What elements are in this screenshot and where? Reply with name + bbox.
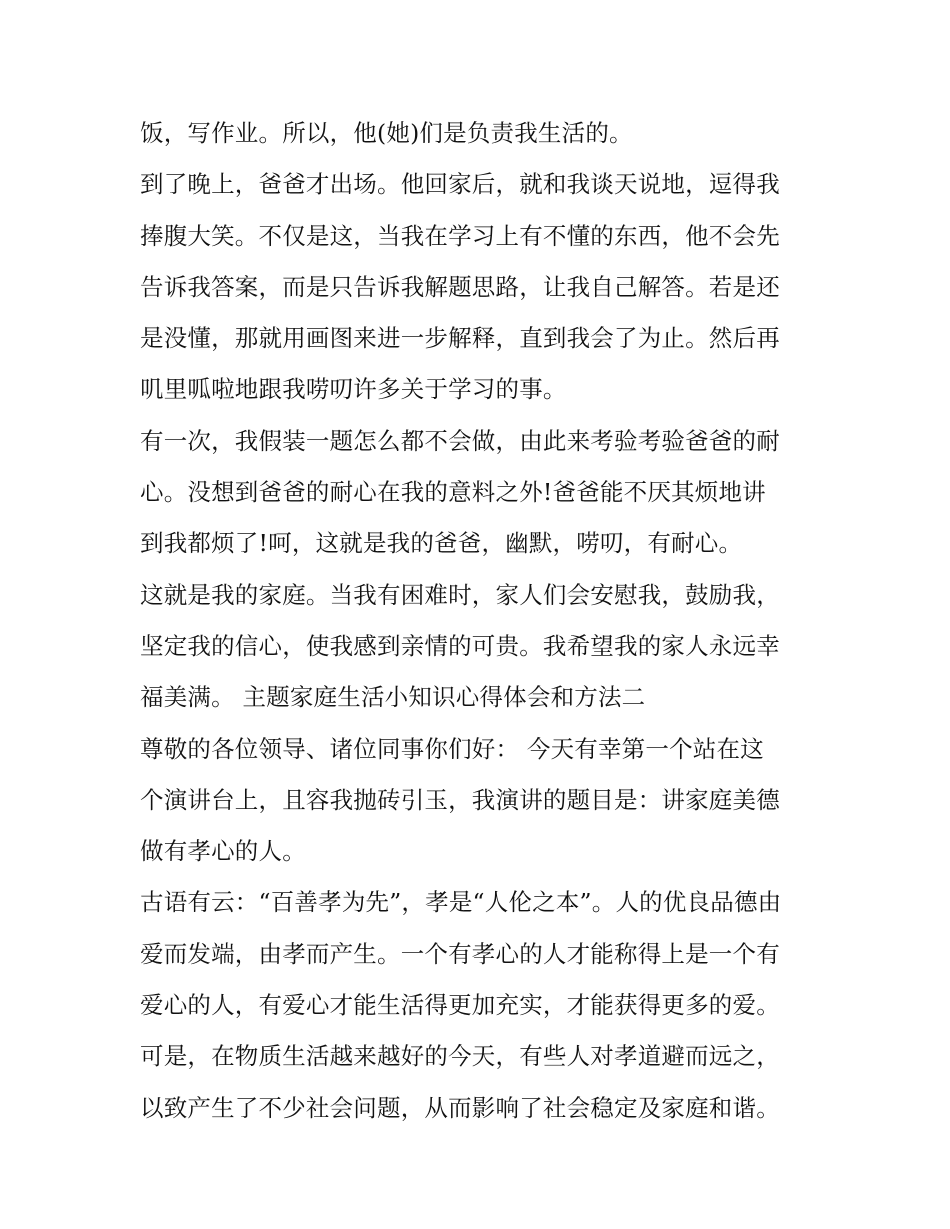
text-line-4: 告诉我答案，而是只告诉我解题思路，让我自己解答。若是还 [140, 272, 780, 301]
text-line-18: 爱心的人，有爱心才能生活得更加充实，才能获得更多的爱。 [140, 991, 780, 1020]
text-line-10: 这就是我的家庭。当我有困难时，家人们会安慰我，鼓励我， [140, 580, 780, 609]
text-line-16: 古语有云：“百善孝为先”，孝是“人伦之本”。人的优良品德由 [140, 888, 782, 917]
text-line-13: 尊敬的各位领导、诸位同事你们好： 今天有幸第一个站在这 [140, 734, 764, 763]
text-line-2: 到了晚上，爸爸才出场。他回家后，就和我谈天说地，逗得我 [140, 170, 780, 199]
text-line-5: 是没懂，那就用画图来进一步解释，直到我会了为止。然后再 [140, 324, 780, 353]
text-line-7: 有一次，我假装一题怎么都不会做，由此来考验考验爸爸的耐 [140, 426, 780, 455]
text-line-15: 做有孝心的人。 [140, 837, 306, 866]
body-text [140, 108, 820, 1134]
text-line-12: 福美满。 主题家庭生活小知识心得体会和方法二 [140, 683, 646, 712]
text-line-20: 以致产生了不少社会问题，从而影响了社会稳定及家庭和谐。 [140, 1093, 780, 1122]
text-line-11: 坚定我的信心，使我感到亲情的可贵。我希望我的家人永远幸 [140, 631, 780, 660]
text-line-14: 个演讲台上，且容我抛砖引玉，我演讲的题目是：讲家庭美德 [140, 785, 780, 814]
text-line-8: 心。没想到爸爸的耐心在我的意料之外!爸爸能不厌其烦地讲 [140, 478, 766, 507]
text-line-6: 叽里呱啦地跟我唠叨许多关于学习的事。 [140, 375, 567, 404]
text-line-17: 爱而发端，由孝而产生。一个有孝心的人才能称得上是一个有 [140, 939, 780, 968]
text-line-1: 饭，写作业。所以，他(她)们是负责我生活的。 [140, 119, 633, 147]
text-line-3: 捧腹大笑。不仅是这，当我在学习上有不懂的东西，他不会先 [140, 221, 780, 250]
text-line-19: 可是，在物质生活越来越好的今天，有些人对孝道避而远之， [140, 1042, 780, 1071]
text-line-9: 到我都烦了!呵，这就是我的爸爸，幽默，唠叨，有耐心。 [140, 529, 743, 558]
